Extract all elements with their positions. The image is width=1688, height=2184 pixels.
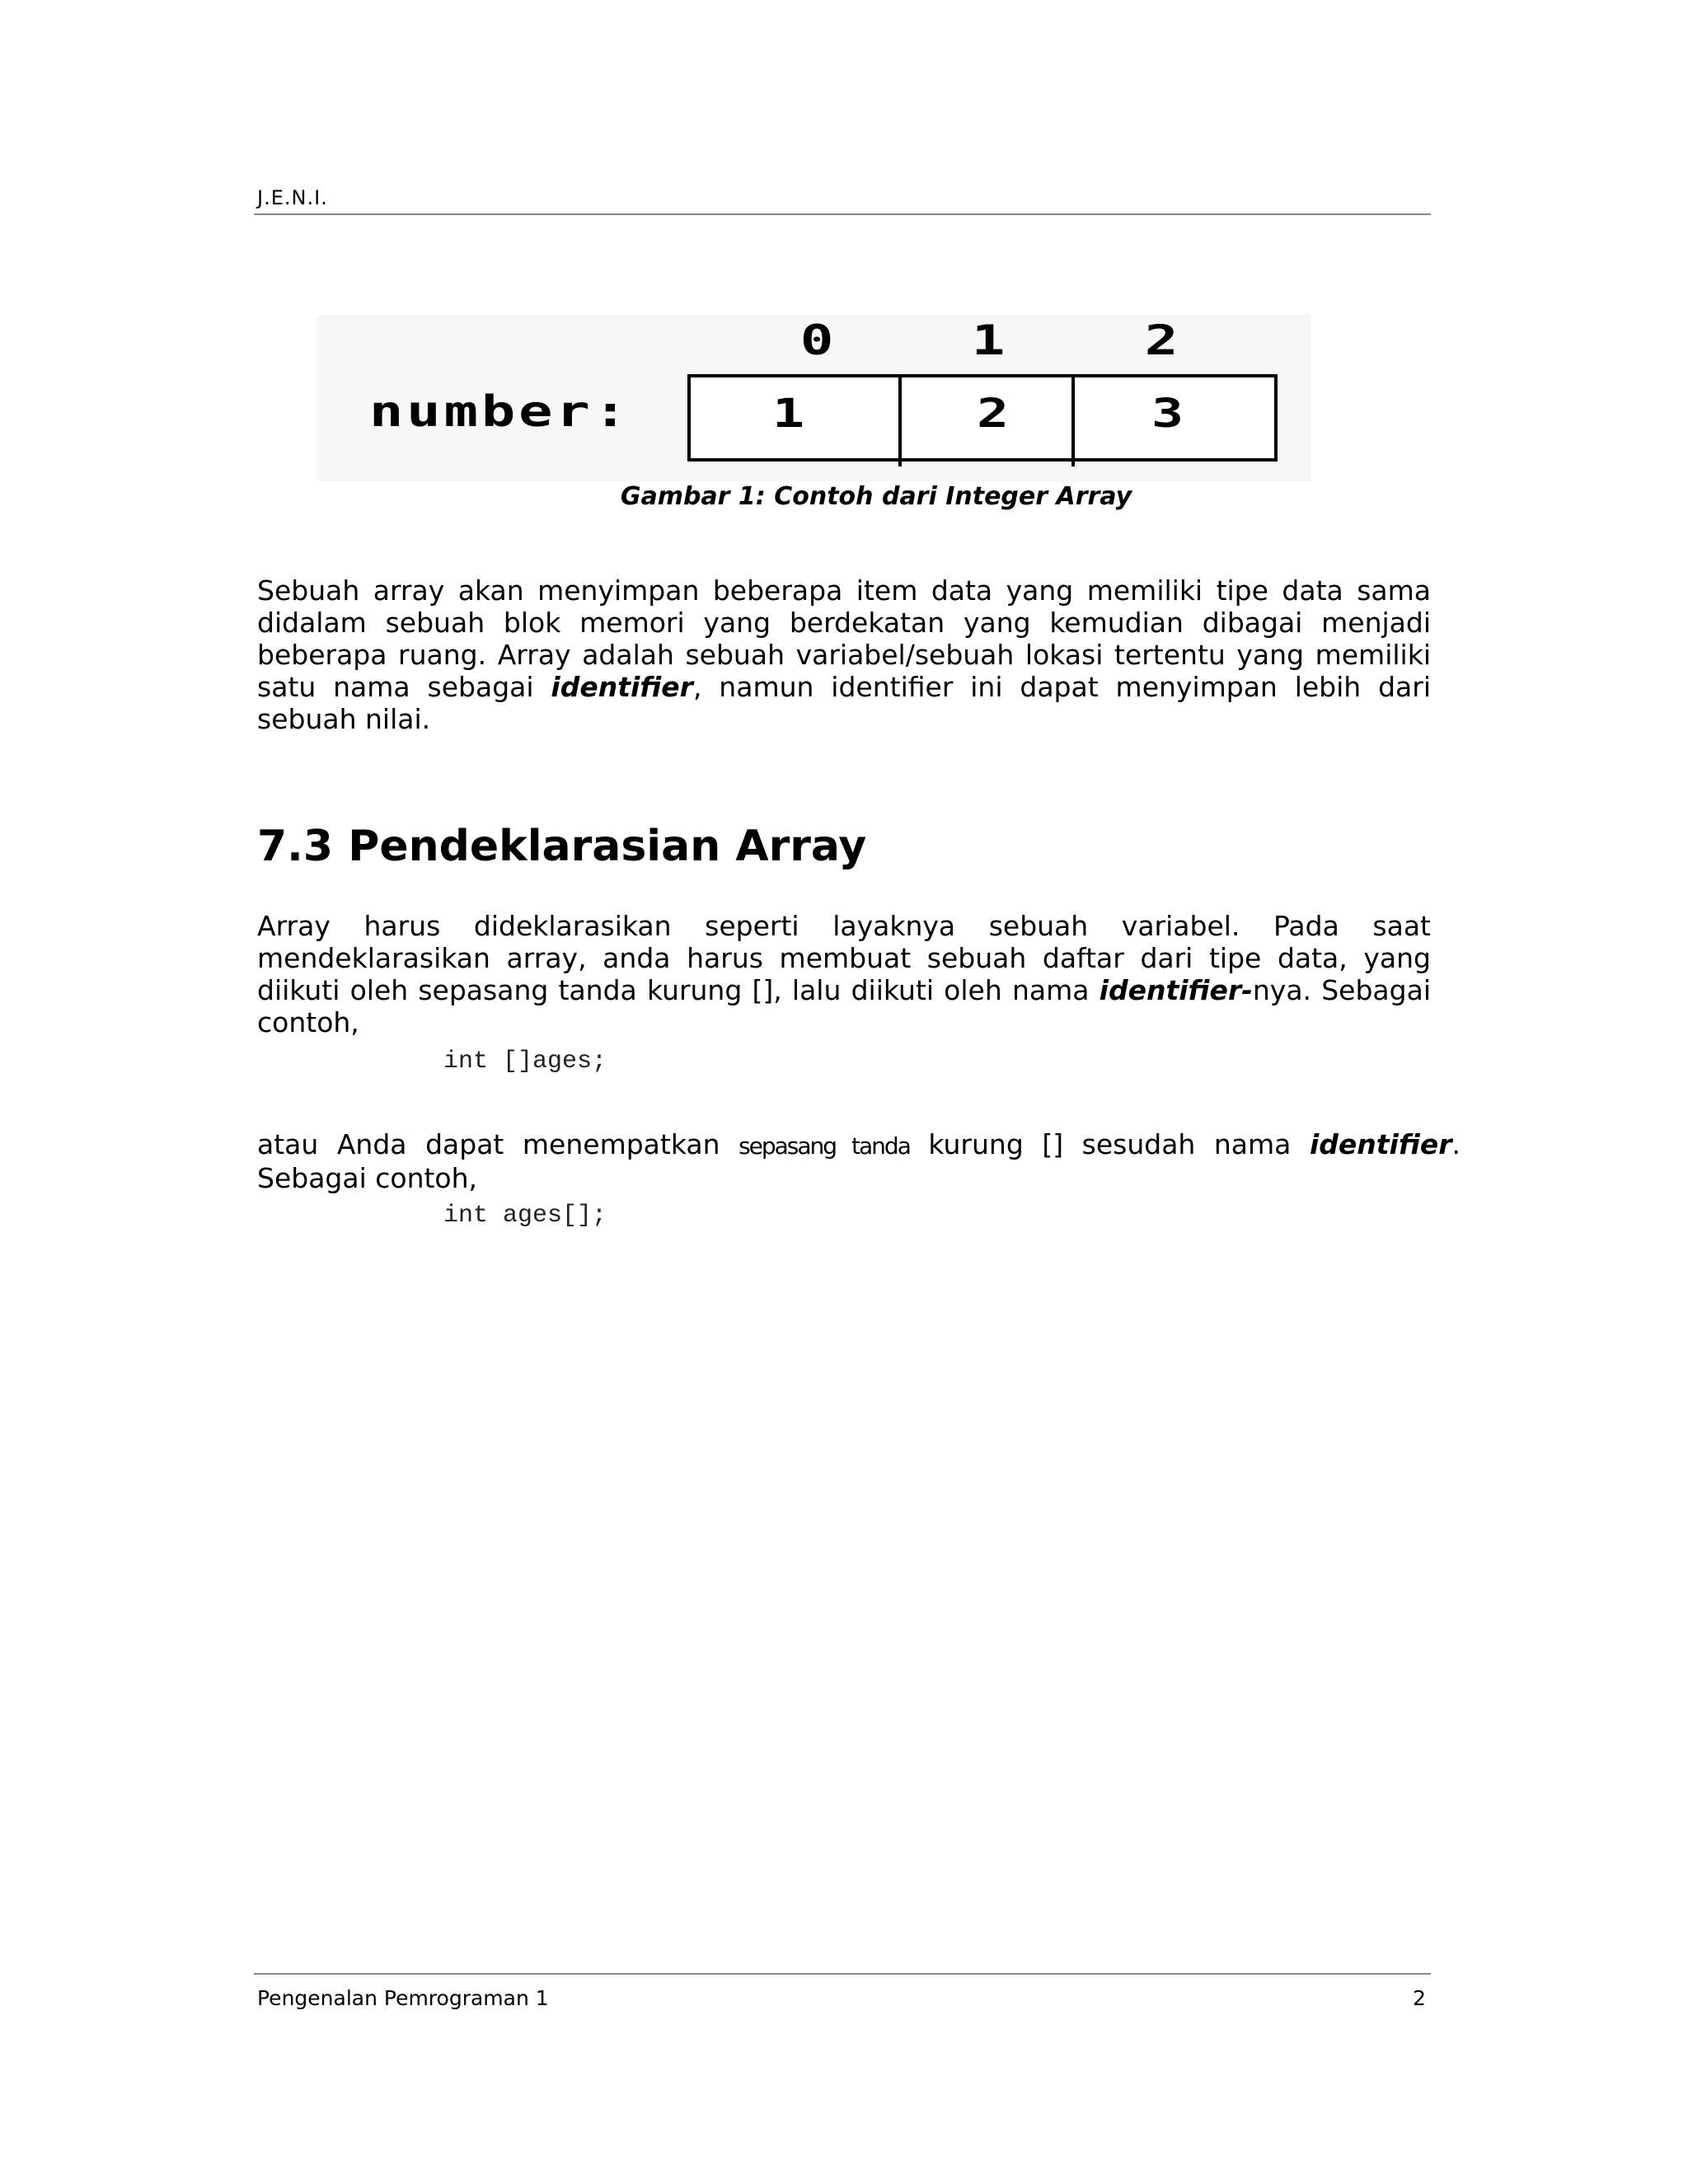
figure-caption: Gambar 1: Contoh dari Integer Array <box>620 482 1132 511</box>
figure-array-label: number: <box>369 387 631 437</box>
section-title: 7.3 Pendeklarasian Array <box>257 822 867 871</box>
figure-index-2: 2 <box>1144 316 1179 364</box>
paragraph-text: nya. Sebagai contoh, <box>257 974 1431 1038</box>
page-number: 2 <box>1413 1986 1426 2010</box>
paragraph-text: kurung [] sesudah nama <box>909 1128 1310 1160</box>
emphasis-identifier: identifier <box>1309 1128 1452 1160</box>
integer-array-figure <box>316 315 1311 481</box>
paragraph-array-definition <box>257 574 1431 735</box>
emphasis-identifier: identifier <box>551 671 693 703</box>
figure-array-box <box>687 374 1278 462</box>
code-example-1: int []ages; <box>443 1047 607 1076</box>
figure-cell-divider <box>1071 377 1075 466</box>
paragraph-text: atau Anda dapat menempatkan <box>257 1128 739 1160</box>
emphasis-identifier: identifier- <box>1099 974 1253 1006</box>
figure-cell-value-1: 2 <box>976 391 1009 437</box>
paragraph-text: Sebuah array akan menyimpan beberapa item data yang memiliki tipe data sama didalam sebuah blok memori yang berdekatan yang kemudian dibagai menjadi beberapa ruang. Array adalah sebuah variabel/sebuah lokasi tertentu yang memiliki satu nama sebagai <box>257 574 1431 703</box>
figure-index-0: 0 <box>799 316 834 364</box>
figure-cell-divider <box>898 377 902 466</box>
paragraph-declaration <box>257 910 1431 1038</box>
figure-cell-value-2: 3 <box>1151 391 1184 437</box>
paragraph-text: . Sebagai contoh, <box>257 1128 1461 1194</box>
paragraph-text: Array harus dideklarasikan seperti layaknya sebuah variabel. Pada saat mendeklarasikan array, anda harus membuat sebuah daftar dari tipe data, yang diikuti oleh sepasang tanda kurung [], lalu diikuti oleh nama <box>257 910 1431 1006</box>
figure-index-1: 1 <box>971 316 1006 364</box>
paragraph-alternative <box>257 1128 1461 1194</box>
paragraph-text-condensed: sepasang tanda <box>738 1132 910 1160</box>
footer-title: Pengenalan Pemrograman 1 <box>257 1986 549 2010</box>
footer-rule <box>254 1973 1431 1975</box>
header-rule <box>254 213 1431 215</box>
page-header: J.E.N.I. <box>257 186 328 209</box>
code-example-2: int ages[]; <box>443 1202 607 1230</box>
paragraph-text: , namun identifier ini dapat menyimpan lebih dari sebuah nilai. <box>257 671 1431 735</box>
figure-cell-value-0: 1 <box>771 391 804 437</box>
